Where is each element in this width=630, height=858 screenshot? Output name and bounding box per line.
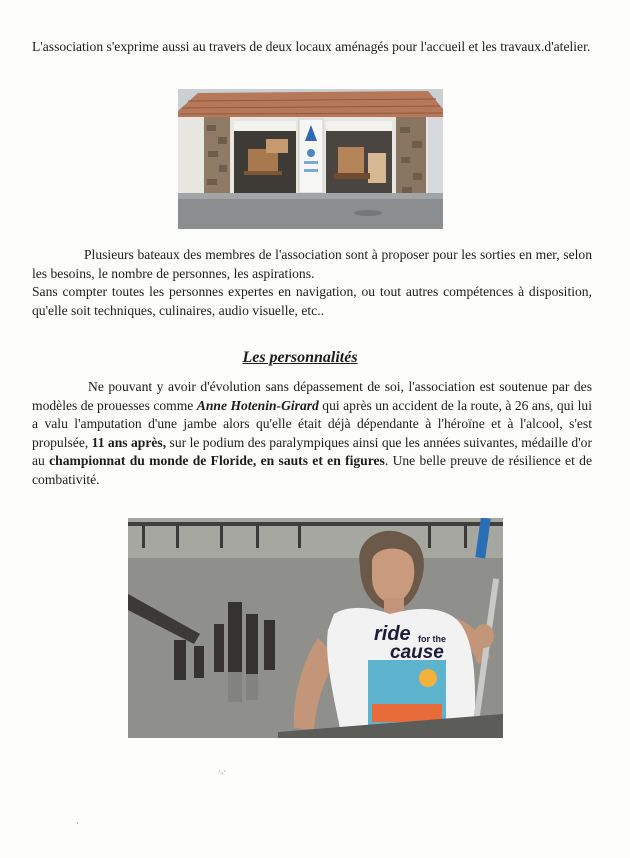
shirt-text-cause: cause xyxy=(390,642,444,663)
bio-part-3: sur le podium des paralympiques ainsi que les années suivantes, médaille d'or au xyxy=(32,434,592,468)
biography-paragraph xyxy=(32,378,592,489)
bio-part-2: qui après un accident de la route, à 26 ans, qui lui a valu l'amputation d'une jambe alors qu'elle était déjà dépendante à l'héroïne et à l'alcool, s'est propulsée, xyxy=(32,397,592,450)
boats-sentence-1: Plusieurs bateaux des membres de l'association sont à proposer pour les sorties en mer, selon les besoins, le nombre de personnes, les aspirations. xyxy=(32,247,592,281)
bio-championship: championnat du monde de Floride, en sauts et en figures xyxy=(49,453,385,468)
boats-sentence-2: Sans compter toutes les personnes expertes en navigation, ou tout autres compétences à disposition, qu'elle soit techniques, culinaires, audio visuelle, etc.. xyxy=(32,284,592,318)
bio-years: 11 ans après, xyxy=(91,434,167,450)
bio-name: Anne Hotenin-Girard xyxy=(196,397,319,413)
bio-part-1: Ne pouvant y avoir d'évolution sans dépassement de soi, l'association est soutenue par des modèles de prouesses comme xyxy=(32,379,592,413)
bio-part-4: . Une belle preuve de résilience et de combativité. xyxy=(32,453,593,487)
shirt-text-for: for the xyxy=(418,634,446,644)
scan-speck: ·.· xyxy=(218,766,227,776)
athlete-photo xyxy=(128,518,503,738)
intro-paragraph: L'association s'exprime aussi au travers de deux locaux aménagés pour l'accueil et les travaux.d'atelier. xyxy=(32,39,591,54)
shirt-text-ride: ride xyxy=(374,623,411,645)
section-heading: Les personnalités xyxy=(242,349,358,366)
workshop-photo xyxy=(178,89,443,229)
boats-paragraph xyxy=(32,246,592,320)
scan-speck: · xyxy=(76,818,79,828)
